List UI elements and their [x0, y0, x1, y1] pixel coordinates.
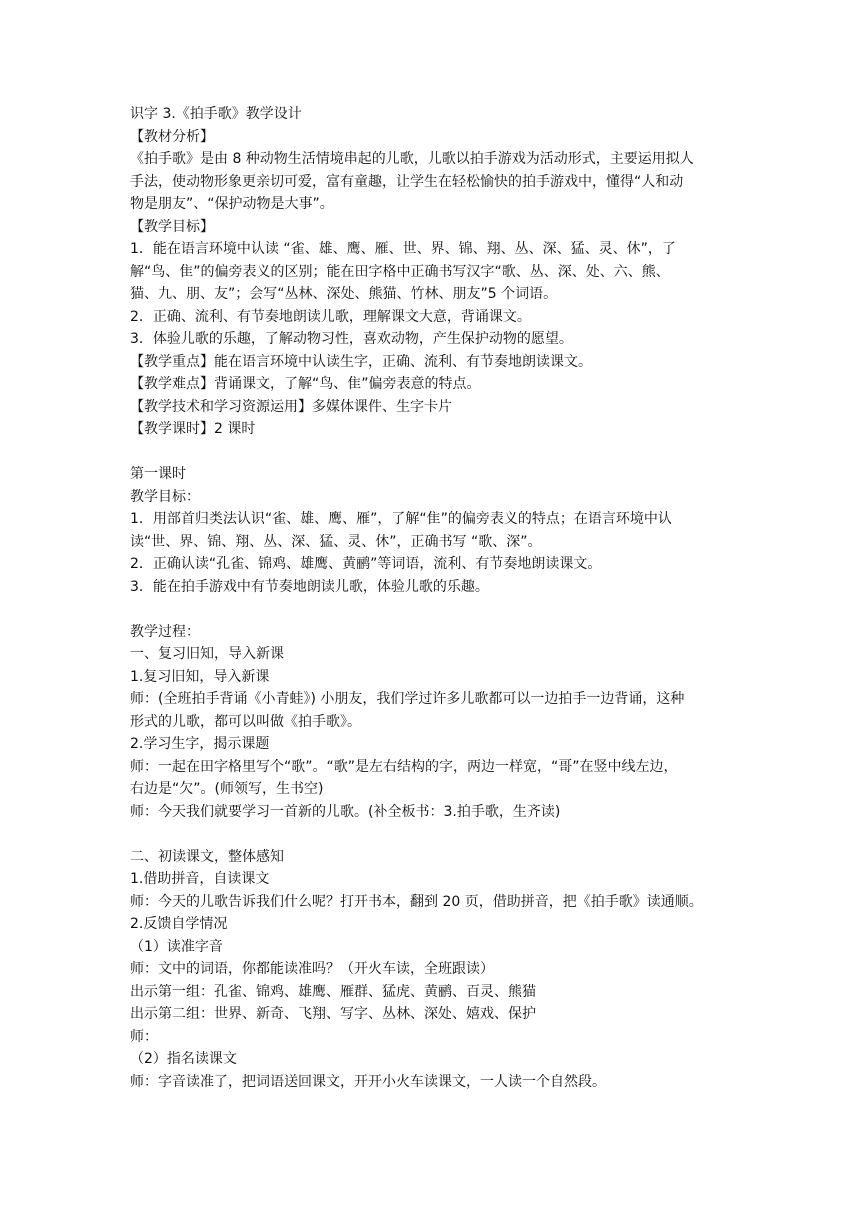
paragraph-line: （1）读准字音: [130, 938, 223, 955]
blank-line: [130, 598, 744, 621]
paragraph-line: 2．正确认读“孔雀、锦鸡、雄鹰、黄鹂”等词语，流利、有节奏地朗读课文。: [130, 556, 602, 572]
paragraph-line: 【教学技术和学习资源运用】多媒体课件、生字卡片: [130, 398, 452, 415]
paragraph-line: 右边是“欠”。(师领写，生书空): [130, 781, 324, 797]
paragraph-line: 师：文中的词语，你都能读准吗？（开火车读，全班跟读）: [130, 961, 494, 977]
paragraph-line: 1.借助拼音，自读课文: [130, 871, 270, 887]
paragraph-line: 师：: [130, 1028, 158, 1045]
paragraph-line: 手法，使动物形象更亲切可爱，富有童趣，让学生在轻松愉快的拍手游戏中，懂得“人和动: [130, 173, 684, 190]
doc-title: 识字 3.《拍手歌》教学设计: [130, 106, 302, 122]
lesson-heading: 第一课时: [130, 466, 186, 482]
paragraph-line: 2.学习生字，揭示课题: [130, 736, 270, 752]
document-body: [130, 103, 744, 1093]
paragraph-line: 1.复习旧知，导入新课: [130, 668, 270, 685]
paragraph-line: 师：字音读准了，把词语送回课文，开开小火车读课文，一人读一个自然段。: [130, 1073, 606, 1090]
paragraph-line: 读“世、界、锦、翔、丛、深、猛、灵、休”，正确书写 “歌、深”。: [130, 533, 542, 550]
paragraph-line: 师：一起在田字格里写个“歌”。“歌”是左右结构的字，两边一样宽，“哥”在竖中线左边，: [130, 758, 678, 775]
paragraph-line: 一、复习旧知，导入新课: [130, 646, 284, 662]
paragraph-line: 出示第二组：世界、新奇、飞翔、写字、丛林、深处、嬉戏、保护: [130, 1006, 536, 1022]
paragraph-line: 师：(全班拍手背诵《小青蛙》) 小朋友，我们学过许多儿歌都可以一边拍手一边背诵，这种: [130, 691, 685, 707]
section-heading-teaching-goals: 【教学目标】: [130, 218, 214, 235]
blank-line: [130, 823, 744, 846]
paragraph-line: 3．体验儿歌的乐趣，了解动物习性，喜欢动物，产生保护动物的愿望。: [130, 331, 573, 347]
section-heading-textbook-analysis: 【教材分析】: [130, 128, 214, 145]
paragraph-line: 师：今天的儿歌告诉我们什么呢？打开书本，翻到 20 页，借助拼音，把《拍手歌》读通顺。: [130, 893, 703, 910]
paragraph-line: 教学过程：: [130, 623, 200, 640]
paragraph-line: 2.反馈自学情况: [130, 916, 228, 932]
paragraph-line: 【教学重点】能在语言环境中认读生字，正确、流利、有节奏地朗读课文。: [130, 353, 592, 370]
paragraph-line: 师：今天我们就要学习一首新的儿歌。(补全板书：3.拍手歌，生齐读): [130, 803, 561, 820]
blank-line: [130, 441, 744, 464]
paragraph-line: 3．能在拍手游戏中有节奏地朗读儿歌，体验儿歌的乐趣。: [130, 578, 489, 595]
paragraph-line: 1．用部首归类法认识“雀、雄、鹰、雁”，了解“隹”的偏旁表义的特点；在语言环境中认: [130, 511, 672, 527]
paragraph-line: 2．正确、流利、有节奏地朗读儿歌，理解课文大意，背诵课文。: [130, 308, 531, 325]
paragraph-line: 形式的儿歌，都可以叫做《拍手歌》。: [130, 713, 361, 730]
paragraph-line: 【教学难点】背诵课文，了解“鸟、隹”偏旁表意的特点。: [130, 376, 481, 392]
paragraph-line: 猫、九、朋、友”；会写“丛林、深处、熊猫、竹林、朋友”5 个词语。: [130, 286, 558, 302]
paragraph-line: 出示第一组：孔雀、锦鸡、雄鹰、雁群、猛虎、黄鹂、百灵、熊猫: [130, 983, 536, 1000]
paragraph-line: 【教学课时】2 课时: [130, 421, 256, 437]
paragraph-line: 物是朋友”、“保护动物是大事”。: [130, 196, 334, 212]
paragraph-line: 《拍手歌》是由 8 种动物生活情境串起的儿歌，儿歌以拍手游戏为活动形式，主要运用拟人: [130, 151, 694, 167]
paragraph-line: 教学目标：: [130, 488, 200, 505]
paragraph-line: （2）指名读课文: [130, 1051, 237, 1067]
paragraph-line: 二、初读课文，整体感知: [130, 848, 284, 865]
paragraph-line: 解“鸟、隹”的偏旁表义的区别；能在田字格中正确书写汉字“歌、丛、深、处、六、熊、: [130, 263, 670, 280]
paragraph-line: 1．能在语言环境中认读 “雀、雄、鹰、雁、世、界、锦、翔、丛、深、猛、灵、休”，了: [130, 241, 676, 257]
